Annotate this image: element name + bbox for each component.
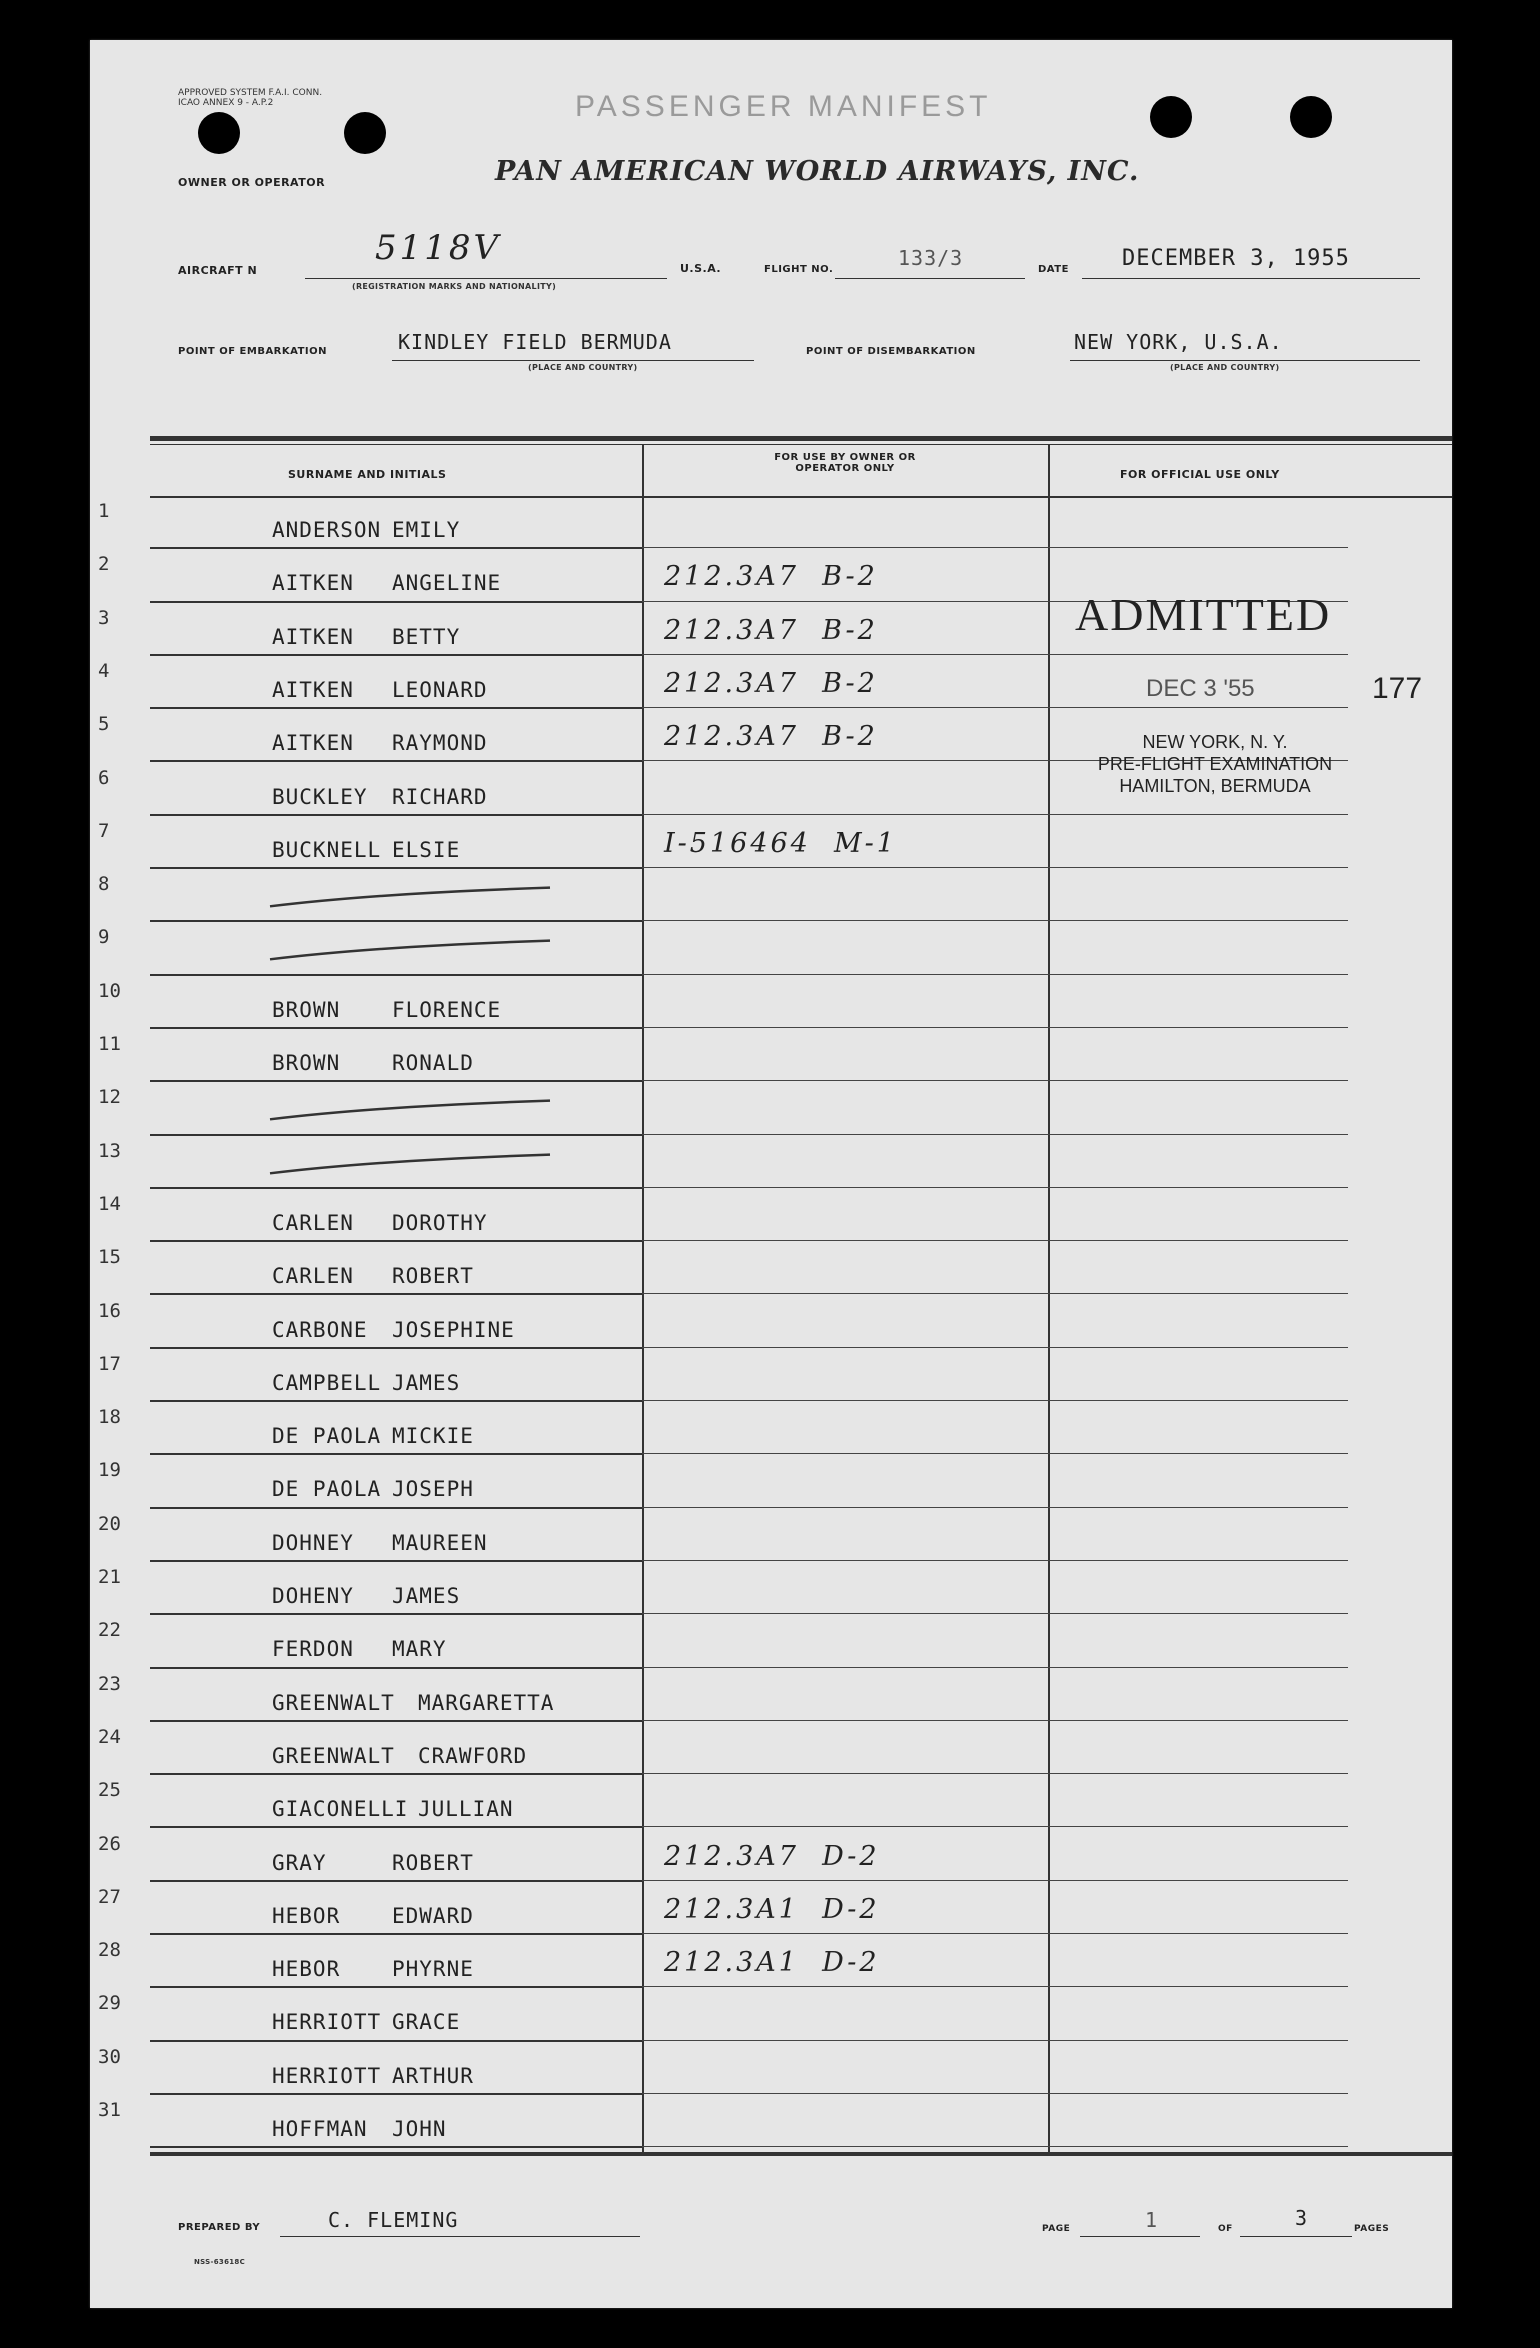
- surname-cell: CAMPBELL: [272, 1370, 382, 1395]
- surname-cell: BROWN: [272, 1051, 341, 1075]
- date-value: DECEMBER 3, 1955: [1122, 246, 1350, 271]
- form-title: PASSENGER MANIFEST: [575, 90, 992, 123]
- table-row: [90, 1669, 1452, 1722]
- given-name-cell: ROBERT: [392, 1850, 474, 1875]
- strike-mark: [260, 1082, 560, 1135]
- given-name-cell: FLORENCE: [392, 997, 502, 1022]
- embark-label: POINT OF EMBARKATION: [178, 346, 328, 357]
- surname-cell: HOFFMAN: [272, 2117, 368, 2141]
- row-number: 5: [98, 713, 110, 736]
- given-name-cell: MARY: [392, 1637, 447, 1662]
- row-number: 6: [98, 766, 110, 789]
- surname-cell: CARLEN: [272, 1210, 354, 1235]
- table-row: [90, 496, 1452, 549]
- prepared-label: PREPARED BY: [178, 2222, 261, 2233]
- row-number: 26: [98, 1832, 121, 1855]
- given-name-cell: ELSIE: [392, 837, 461, 862]
- table-row: [90, 1029, 1452, 1082]
- strike-mark: [260, 869, 560, 922]
- given-name-cell: MARGARETTA: [418, 1690, 555, 1715]
- disembark-value: NEW YORK, U.S.A.: [1074, 330, 1283, 354]
- given-name-cell: JAMES: [392, 1584, 461, 1608]
- embark-value: KINDLEY FIELD BERMUDA: [398, 330, 672, 354]
- surname-cell: AITKEN: [272, 624, 354, 649]
- surname-cell: BUCKNELL: [272, 837, 382, 862]
- given-name-cell: PHYRNE: [392, 1957, 474, 1982]
- strike-mark: [260, 922, 560, 975]
- table-row: [90, 1509, 1452, 1562]
- row-number: 25: [98, 1779, 121, 1802]
- table-row: [90, 1935, 1452, 1988]
- row-number: 17: [98, 1352, 121, 1375]
- given-name-cell: RAYMOND: [392, 731, 488, 756]
- punch-hole: [1150, 96, 1192, 138]
- given-name-cell: JOSEPHINE: [392, 1317, 515, 1342]
- surname-cell: GIACONELLI: [272, 1797, 409, 1822]
- table-row: [90, 1136, 1452, 1189]
- given-name-cell: ANGELINE: [392, 571, 502, 596]
- aircraft-value: 5118V: [375, 228, 502, 268]
- surname-cell: HEBOR: [272, 1957, 341, 1982]
- given-name-cell: JAMES: [392, 1370, 461, 1395]
- row-number: 7: [98, 819, 110, 842]
- given-name-cell: JULLIAN: [418, 1797, 514, 1822]
- row-number: 3: [98, 606, 110, 629]
- row-number: 28: [98, 1939, 121, 1962]
- registration-note: (REGISTRATION MARKS AND NATIONALITY): [352, 282, 557, 291]
- row-number: 16: [98, 1299, 121, 1322]
- table-row: [90, 1882, 1452, 1935]
- col-official-header: FOR OFFICIAL USE ONLY: [1120, 468, 1280, 481]
- row-number: 21: [98, 1566, 121, 1588]
- surname-cell: BROWN: [272, 997, 341, 1022]
- given-name-cell: LEONARD: [392, 677, 488, 702]
- operator-code-cell: 212.3A7 B-2: [664, 614, 878, 646]
- row-number: 12: [98, 1086, 121, 1109]
- surname-cell: AITKEN: [272, 571, 354, 596]
- given-name-cell: GRACE: [392, 2010, 461, 2035]
- stamp-line1: NEW YORK, N. Y.: [1142, 732, 1288, 752]
- table-row: [90, 1988, 1452, 2041]
- given-name-cell: ROBERT: [392, 1264, 474, 1289]
- row-number: 27: [98, 1885, 121, 1908]
- operator-code-cell: 212.3A7 B-2: [664, 721, 878, 753]
- surname-cell: GREENWALT: [272, 1690, 395, 1715]
- punch-hole: [344, 112, 386, 154]
- row-number: 22: [98, 1619, 121, 1642]
- aircraft-label: AIRCRAFT N: [178, 264, 258, 277]
- manifest-sheet: [90, 40, 1452, 2308]
- row-number: 9: [98, 926, 110, 949]
- table-row: [90, 1829, 1452, 1882]
- given-name-cell: EMILY: [392, 518, 461, 542]
- row-number: 13: [98, 1139, 121, 1162]
- page-value: 1: [1145, 2208, 1159, 2232]
- surname-cell: FERDON: [272, 1637, 354, 1662]
- row-number: 14: [98, 1192, 121, 1215]
- table-row: [90, 922, 1452, 975]
- disembark-label: POINT OF DISEMBARKATION: [806, 346, 976, 357]
- given-name-cell: MICKIE: [392, 1424, 474, 1449]
- table-row: [90, 869, 1452, 922]
- row-number: 24: [98, 1725, 121, 1748]
- flight-value: 133/3: [898, 246, 964, 270]
- surname-cell: HEBOR: [272, 1903, 341, 1928]
- stamp-number: 177: [1372, 672, 1423, 705]
- table-row: [90, 1615, 1452, 1668]
- surname-cell: DE PAOLA: [272, 1424, 382, 1449]
- operator-code-cell: 212.3A7 B-2: [664, 561, 878, 593]
- stamp-date: DEC 3 '55: [1146, 675, 1255, 702]
- airline-name: PAN AMERICAN WORLD AIRWAYS, INC.: [495, 156, 1140, 187]
- given-name-cell: BETTY: [392, 624, 461, 649]
- row-number: 29: [98, 1992, 121, 2015]
- row-number: 15: [98, 1246, 121, 1269]
- given-name-cell: RONALD: [392, 1051, 474, 1075]
- row-number: 20: [98, 1512, 121, 1535]
- surname-cell: CARBONE: [272, 1317, 368, 1342]
- surname-cell: GREENWALT: [272, 1743, 395, 1768]
- row-number: 31: [98, 2099, 121, 2121]
- surname-cell: CARLEN: [272, 1264, 354, 1289]
- owner-label: OWNER OR OPERATOR: [178, 176, 326, 189]
- row-number: 2: [98, 553, 110, 576]
- table-row: [90, 1402, 1452, 1455]
- row-number: 10: [98, 979, 121, 1002]
- col-surname-header: SURNAME AND INITIALS: [288, 468, 447, 481]
- given-name-cell: EDWARD: [392, 1903, 474, 1928]
- operator-code-cell: 212.3A7 B-2: [664, 667, 878, 699]
- table-row: [90, 1082, 1452, 1135]
- given-name-cell: JOSEPH: [392, 1477, 474, 1502]
- table-row: [90, 1722, 1452, 1775]
- surname-cell: HERRIOTT: [272, 2010, 382, 2035]
- row-number: 30: [98, 2045, 121, 2068]
- surname-cell: DOHENY: [272, 1584, 354, 1608]
- surname-cell: AITKEN: [272, 677, 354, 702]
- row-number: 18: [98, 1406, 121, 1429]
- operator-code-cell: 212.3A1 D-2: [664, 1947, 880, 1979]
- operator-code-cell: 212.3A7 D-2: [664, 1840, 880, 1872]
- surname-cell: HERRIOTT: [272, 2063, 382, 2088]
- col-owner-header: FOR USE BY OWNER OR OPERATOR ONLY: [774, 452, 916, 474]
- row-number: 1: [98, 500, 110, 522]
- table-row: [90, 1242, 1452, 1295]
- table-row: [90, 2095, 1452, 2148]
- approval-note: APPROVED SYSTEM F.A.I. CONN. ICAO ANNEX 9 - A.P.2: [178, 88, 323, 108]
- surname-cell: BUCKLEY: [272, 784, 368, 809]
- given-name-cell: MAUREEN: [392, 1530, 488, 1555]
- strike-mark: [260, 1136, 560, 1189]
- page-label: PAGE: [1042, 2224, 1071, 2234]
- table-row: [90, 1775, 1452, 1828]
- table-row: [90, 1296, 1452, 1349]
- given-name-cell: ARTHUR: [392, 2063, 474, 2088]
- operator-code-cell: 212.3A1 D-2: [664, 1893, 880, 1925]
- place-note-embark: (PLACE AND COUNTRY): [528, 363, 638, 372]
- table-row: [90, 1189, 1452, 1242]
- table-row: [90, 1349, 1452, 1402]
- surname-cell: ANDERSON: [272, 518, 382, 542]
- table-row: [90, 1562, 1452, 1615]
- of-label: OF: [1218, 2224, 1233, 2234]
- given-name-cell: RICHARD: [392, 784, 488, 809]
- surname-cell: GRAY: [272, 1850, 327, 1875]
- prepared-value: C. FLEMING: [328, 2208, 459, 2232]
- row-number: 8: [98, 873, 110, 896]
- surname-cell: DOHNEY: [272, 1530, 354, 1555]
- row-number: 23: [98, 1672, 121, 1695]
- given-name-cell: CRAWFORD: [418, 1743, 528, 1768]
- of-value: 3: [1295, 2206, 1309, 2230]
- table-row: [90, 1455, 1452, 1508]
- table-row: [90, 816, 1452, 869]
- given-name-cell: DOROTHY: [392, 1210, 488, 1235]
- flight-label: FLIGHT NO.: [764, 264, 834, 275]
- surname-cell: DE PAOLA: [272, 1477, 382, 1502]
- stamp-line3: HAMILTON, BERMUDA: [1119, 776, 1311, 796]
- row-number: 11: [98, 1033, 121, 1055]
- stamp-line2: PRE-FLIGHT EXAMINATION: [1097, 754, 1333, 774]
- usa-label: U.S.A.: [680, 262, 722, 275]
- operator-code-cell: I-516464 M-1: [664, 827, 897, 859]
- admitted-stamp: ADMITTED: [1075, 589, 1332, 640]
- row-number: 19: [98, 1459, 121, 1482]
- given-name-cell: JOHN: [392, 2117, 447, 2141]
- place-note-disembark: (PLACE AND COUNTRY): [1170, 363, 1280, 372]
- punch-hole: [198, 112, 240, 154]
- date-label: DATE: [1038, 264, 1069, 275]
- surname-cell: AITKEN: [272, 731, 354, 756]
- form-number: NSS-63618C: [194, 2258, 246, 2266]
- table-row: [90, 976, 1452, 1029]
- punch-hole: [1290, 96, 1332, 138]
- table-row: [90, 2042, 1452, 2095]
- pages-label: PAGES: [1354, 2224, 1390, 2234]
- row-number: 4: [98, 659, 110, 682]
